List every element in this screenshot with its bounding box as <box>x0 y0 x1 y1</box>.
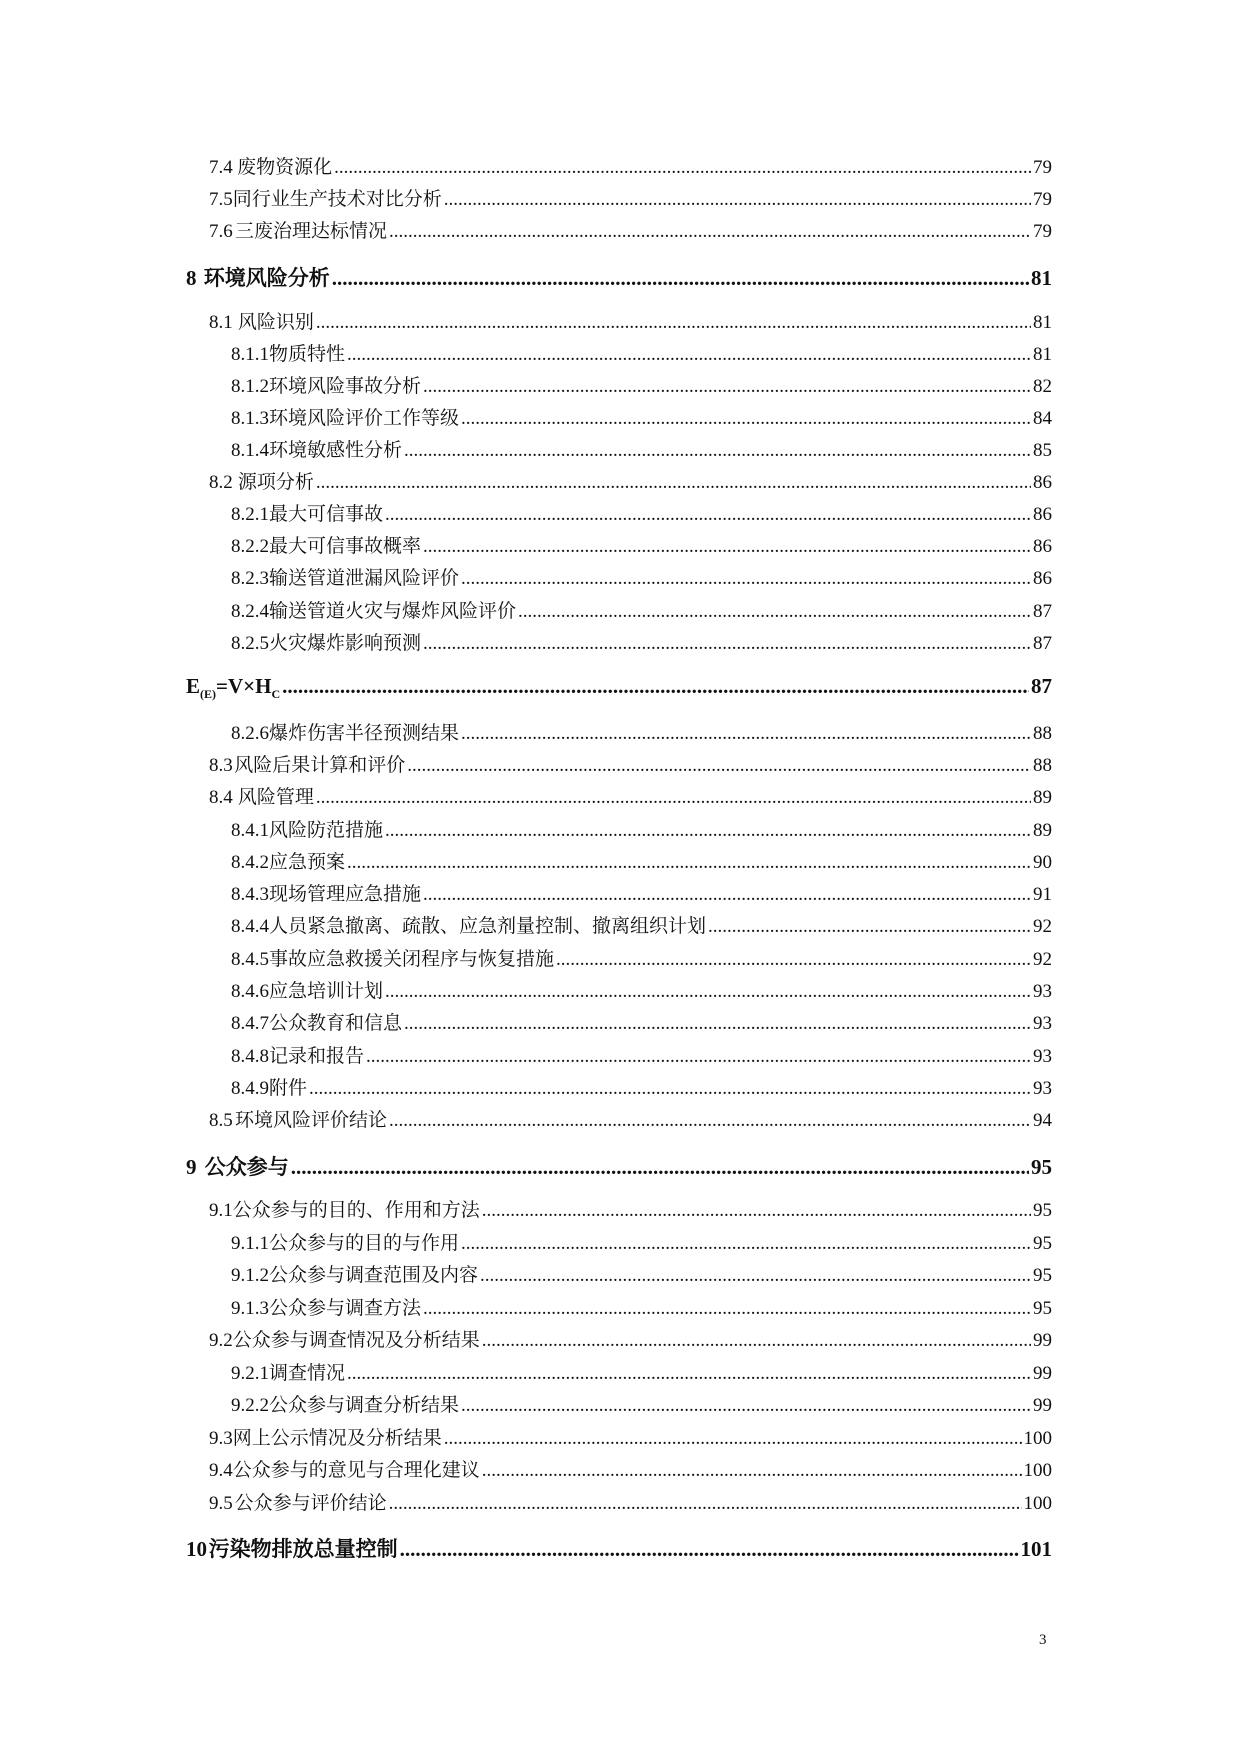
toc-leader-dots <box>708 916 1031 938</box>
toc-leader-dots <box>385 820 1031 842</box>
toc-entry-number: 8 <box>186 266 197 290</box>
toc-leader-dots <box>316 312 1031 334</box>
toc-entry-number: 8.4.6 <box>231 981 269 1002</box>
toc-entry-page: 93 <box>1033 1078 1052 1099</box>
toc-entry-title: 调查情况 <box>269 1363 346 1384</box>
toc-leader-dots <box>347 344 1031 366</box>
toc-leader-dots <box>461 1233 1031 1255</box>
toc-entry-title: 环境敏感性分析 <box>269 440 403 461</box>
toc-entry-title: 应急预案 <box>269 852 346 873</box>
toc-entry-title: 公众参与评价结论 <box>234 1493 387 1514</box>
toc-entry-page: 84 <box>1033 408 1052 429</box>
toc-leader-dots <box>385 981 1031 1003</box>
toc-entry-page: 100 <box>1023 1428 1052 1449</box>
toc-entry-title: 现场管理应急措施 <box>269 884 422 905</box>
toc-leader-dots <box>556 949 1031 971</box>
toc-entry-page: 100 <box>1023 1460 1052 1481</box>
toc-entry[interactable] <box>231 944 1052 971</box>
toc-entry-number: 8.4 <box>209 787 233 808</box>
toc-entry-page: 95 <box>1033 1200 1052 1221</box>
toc-chapter[interactable] <box>186 1533 1052 1563</box>
toc-entry[interactable] <box>209 307 1052 334</box>
toc-entry[interactable] <box>231 1358 1052 1385</box>
toc-entry-number: 9.3 <box>209 1428 233 1449</box>
toc-leader-dots <box>461 723 1031 745</box>
toc-entry-page: 95 <box>1033 1233 1052 1254</box>
toc-entry-title: 附件 <box>269 1078 308 1099</box>
toc-entry-number: 8.4.8 <box>231 1046 269 1067</box>
toc-entry[interactable] <box>209 1488 1052 1515</box>
toc-leader-dots <box>482 1460 1022 1482</box>
toc-entry[interactable] <box>231 911 1052 938</box>
toc-entry-number: 8.4.9 <box>231 1078 269 1099</box>
toc-entry[interactable] <box>231 531 1052 558</box>
toc-entry-page: 82 <box>1033 376 1052 397</box>
toc-entry[interactable] <box>231 847 1052 874</box>
toc-chapter[interactable] <box>186 1151 1052 1181</box>
toc-entry-number: 8.2.1 <box>231 504 269 525</box>
toc-entry-title: 网上公示情况及分析结果 <box>232 1428 442 1449</box>
toc-entry-number: 8.2.3 <box>231 568 269 589</box>
toc-entry-page: 94 <box>1033 1110 1052 1131</box>
toc-entry-page: 95 <box>1033 1265 1052 1286</box>
toc-entry-page: 99 <box>1033 1330 1052 1351</box>
toc-entry-number: 8.4.1 <box>231 820 269 841</box>
toc-leader-dots <box>407 755 1031 777</box>
toc-entry-number: 8.2.6 <box>231 723 269 744</box>
toc-entry-title: 污染物排放总量控制 <box>208 1537 398 1561</box>
toc-entry-title: 废物资源化 <box>237 157 333 178</box>
toc-entry-title: 源项分析 <box>237 472 314 493</box>
toc-entry-number: 8.3 <box>209 755 233 776</box>
toc-entry-number: 8.2.4 <box>231 601 269 622</box>
toc-entry-page: 92 <box>1033 916 1052 937</box>
toc-entry-page: 81 <box>1031 266 1052 290</box>
toc-entry-page: 81 <box>1033 344 1052 365</box>
toc-entry[interactable] <box>231 371 1052 398</box>
toc-entry-number: 8.4.2 <box>231 852 269 873</box>
toc-entry-title: 三废治理达标情况 <box>234 221 387 242</box>
toc-entry[interactable] <box>231 628 1052 655</box>
toc-leader-dots <box>423 1298 1031 1320</box>
toc-entry-title: 风险管理 <box>237 787 314 808</box>
toc-leader-dots <box>480 1265 1031 1287</box>
toc-entry-number: 9.4 <box>209 1460 233 1481</box>
toc-entry-number: 9.2.2 <box>231 1395 269 1416</box>
toc-entry[interactable] <box>231 403 1052 430</box>
toc-entry-page: 87 <box>1033 633 1052 654</box>
toc-entry-title: 风险识别 <box>237 312 314 333</box>
toc-entry-page: 92 <box>1033 949 1052 970</box>
toc-entry[interactable] <box>209 1423 1052 1450</box>
toc-leader-dots <box>389 1493 1022 1515</box>
formula-middle: =V×H <box>216 674 272 698</box>
toc-entry-page: 90 <box>1033 852 1052 873</box>
toc-entry-number: 9.2 <box>209 1330 233 1351</box>
toc-entry-title: 公众参与调查情况及分析结果 <box>232 1330 480 1351</box>
toc-entry[interactable] <box>231 1293 1052 1320</box>
toc-entry[interactable] <box>209 1455 1052 1482</box>
toc-entry-title: 最大可信事故概率 <box>269 536 422 557</box>
toc-leader-dots <box>316 787 1031 809</box>
toc-entry-page: 86 <box>1033 568 1052 589</box>
toc-entry-page: 93 <box>1033 1046 1052 1067</box>
toc-entry[interactable] <box>231 339 1052 366</box>
toc-entry-title: 物质特性 <box>269 344 346 365</box>
toc-entry-title: 风险后果计算和评价 <box>234 755 406 776</box>
toc-entry-title: 环境风险评价工作等级 <box>269 408 460 429</box>
toc-entry-number: 8.1 <box>209 312 233 333</box>
toc-entry-number: 9.1 <box>209 1200 233 1221</box>
toc-entry-title: 最大可信事故 <box>269 504 384 525</box>
toc-entry-number: 8.1.1 <box>231 344 269 365</box>
toc-entry-number: 9.2.1 <box>231 1363 269 1384</box>
toc-leader-dots <box>316 472 1031 494</box>
toc-entry-title: 爆炸伤害半径预测结果 <box>269 723 460 744</box>
toc-entry-title: 环境风险事故分析 <box>269 376 422 397</box>
toc-leader-dots <box>366 1046 1031 1068</box>
toc-entry-page: 91 <box>1033 884 1052 905</box>
toc-entry-number: 9.1.1 <box>231 1233 269 1254</box>
toc-entry-number: 7.4 <box>209 157 233 178</box>
toc-entry-page: 86 <box>1033 536 1052 557</box>
formula-h-subscript: C <box>271 687 281 701</box>
toc-entry-title: 公众教育和信息 <box>269 1013 403 1034</box>
toc-entry-title: 公众参与调查范围及内容 <box>269 1265 479 1286</box>
toc-entry-page: 100 <box>1023 1493 1052 1514</box>
toc-leader-dots <box>518 601 1031 623</box>
toc-leader-dots <box>309 1078 1031 1100</box>
toc-entry-title: 公众参与的目的与作用 <box>269 1233 460 1254</box>
toc-entry[interactable] <box>209 184 1052 211</box>
toc-entry-page: 86 <box>1033 504 1052 525</box>
toc-entry-page: 86 <box>1033 472 1052 493</box>
toc-leader-dots <box>444 189 1031 211</box>
toc-entry-number: 8.4.7 <box>231 1013 269 1034</box>
toc-entry-number: 8.2 <box>209 472 233 493</box>
toc-entry[interactable] <box>209 467 1052 494</box>
page-number: 3 <box>1039 1632 1047 1648</box>
toc-entry-title: 公众参与调查分析结果 <box>269 1395 460 1416</box>
toc-entry-number: 9.1.3 <box>231 1298 269 1319</box>
toc-leader-dots <box>423 633 1031 655</box>
toc-entry[interactable] <box>209 1195 1052 1222</box>
toc-leader-dots <box>423 376 1031 398</box>
toc-entry-number: 8.2.5 <box>231 633 269 654</box>
toc-entry-page: 81 <box>1033 312 1052 333</box>
toc-entry-title: 公众参与 <box>204 1155 289 1179</box>
toc-entry[interactable] <box>209 152 1052 179</box>
toc-leader-dots <box>347 1363 1031 1385</box>
toc-entry-number: 10 <box>186 1537 207 1561</box>
toc-leader-dots <box>334 157 1031 179</box>
toc-entry-page: 99 <box>1033 1395 1052 1416</box>
toc-entry[interactable] <box>209 1325 1052 1352</box>
toc-chapter[interactable] <box>186 262 1052 292</box>
toc-entry-number: 9.5 <box>209 1493 233 1514</box>
toc-entry-title: 输送管道泄漏风险评价 <box>269 568 460 589</box>
toc-entry-page: 79 <box>1033 189 1052 210</box>
toc-entry-title: 记录和报告 <box>269 1046 365 1067</box>
toc-entry-page: 95 <box>1031 1155 1052 1179</box>
toc-entry-number: 8.2.2 <box>231 536 269 557</box>
toc-entry-number: 7.5 <box>209 189 233 210</box>
formula-e: E <box>186 674 201 698</box>
toc-entry-number: 8.1.3 <box>231 408 269 429</box>
toc-entry-title: 风险防范措施 <box>269 820 384 841</box>
toc-entry-number: 8.4.3 <box>231 884 269 905</box>
toc-leader-dots <box>389 221 1031 243</box>
toc-entry-number: 9.1.2 <box>231 1265 269 1286</box>
toc-leader-dots <box>282 674 1029 699</box>
toc-entry[interactable] <box>209 782 1052 809</box>
toc-leader-dots <box>291 1155 1029 1180</box>
toc-entry-number: 8.4.4 <box>231 916 269 937</box>
toc-leader-dots <box>423 884 1031 906</box>
toc-leader-dots <box>461 1395 1031 1417</box>
toc-leader-dots <box>385 504 1031 526</box>
toc-entry-page: 87 <box>1033 601 1052 622</box>
toc-leader-dots <box>423 536 1031 558</box>
toc-formula-entry[interactable] <box>186 674 1052 702</box>
toc-entry[interactable] <box>231 976 1052 1003</box>
toc-entry-page: 89 <box>1033 787 1052 808</box>
toc-entry-page: 79 <box>1033 157 1052 178</box>
toc-entry-title: 公众参与的目的、作用和方法 <box>232 1200 480 1221</box>
toc-entry-title: 环境风险评价结论 <box>234 1110 387 1131</box>
toc-entry-page: 93 <box>1033 1013 1052 1034</box>
toc-entry-page: 87 <box>1031 674 1052 698</box>
toc-entry-page: 101 <box>1020 1537 1052 1561</box>
toc-entry-number: 8.5 <box>209 1110 233 1131</box>
toc-entry-page: 88 <box>1033 755 1052 776</box>
toc-entry-title: 公众参与调查方法 <box>269 1298 422 1319</box>
toc-entry[interactable] <box>231 815 1052 842</box>
toc-entry-number: 7.6 <box>209 221 233 242</box>
formula-heading <box>186 674 280 702</box>
toc-entry-title: 应急培训计划 <box>269 981 384 1002</box>
toc-entry-title: 输送管道火灾与爆炸风险评价 <box>269 601 517 622</box>
toc-leader-dots <box>404 440 1031 462</box>
toc-entry-number: 9 <box>186 1155 197 1179</box>
toc-entry[interactable] <box>209 216 1052 243</box>
toc-entry[interactable] <box>209 750 1052 777</box>
toc-entry-page: 95 <box>1033 1298 1052 1319</box>
toc-entry[interactable] <box>231 1390 1052 1417</box>
toc-entry[interactable] <box>209 1105 1052 1132</box>
toc-leader-dots <box>461 408 1031 430</box>
toc-entry-page: 88 <box>1033 723 1052 744</box>
toc-entry-page: 85 <box>1033 440 1052 461</box>
toc-entry[interactable] <box>231 718 1052 745</box>
toc-entry-title: 公众参与的意见与合理化建议 <box>232 1460 480 1481</box>
toc-entry-number: 8.4.5 <box>231 949 269 970</box>
formula-e-subscript: (E) <box>200 687 217 701</box>
toc-entry-page: 99 <box>1033 1363 1052 1384</box>
toc-entry[interactable] <box>231 596 1052 623</box>
toc-entry-number: 8.1.4 <box>231 440 269 461</box>
toc-entry-title: 火灾爆炸影响预测 <box>269 633 422 654</box>
toc-leader-dots <box>389 1110 1031 1132</box>
toc-entry-page: 93 <box>1033 981 1052 1002</box>
toc-entry[interactable] <box>231 1260 1052 1287</box>
toc-leader-dots <box>444 1428 1022 1450</box>
toc-entry-title: 事故应急救援关闭程序与恢复措施 <box>269 949 555 970</box>
toc-entry[interactable] <box>231 1008 1052 1035</box>
toc-entry-title: 人员紧急撤离、疏散、应急剂量控制、撤离组织计划 <box>269 916 707 937</box>
toc-leader-dots <box>482 1330 1031 1352</box>
toc-entry[interactable] <box>231 435 1052 462</box>
toc-entry-title: 同行业生产技术对比分析 <box>232 189 442 210</box>
toc-entry[interactable] <box>231 563 1052 590</box>
toc-leader-dots <box>482 1200 1031 1222</box>
toc-leader-dots <box>347 852 1031 874</box>
toc-leader-dots <box>332 266 1029 291</box>
toc-entry[interactable] <box>231 1228 1052 1255</box>
toc-leader-dots <box>461 568 1031 590</box>
toc-entry[interactable] <box>231 1073 1052 1100</box>
toc-entry[interactable] <box>231 879 1052 906</box>
toc-entry-page: 89 <box>1033 820 1052 841</box>
toc-entry-title: 环境风险分析 <box>203 266 330 290</box>
toc-entry[interactable] <box>231 1041 1052 1068</box>
toc-entry-number: 8.1.2 <box>231 376 269 397</box>
toc-entry-page: 79 <box>1033 221 1052 242</box>
toc-leader-dots <box>400 1537 1019 1562</box>
toc-leader-dots <box>404 1013 1031 1035</box>
toc-entry[interactable] <box>231 499 1052 526</box>
